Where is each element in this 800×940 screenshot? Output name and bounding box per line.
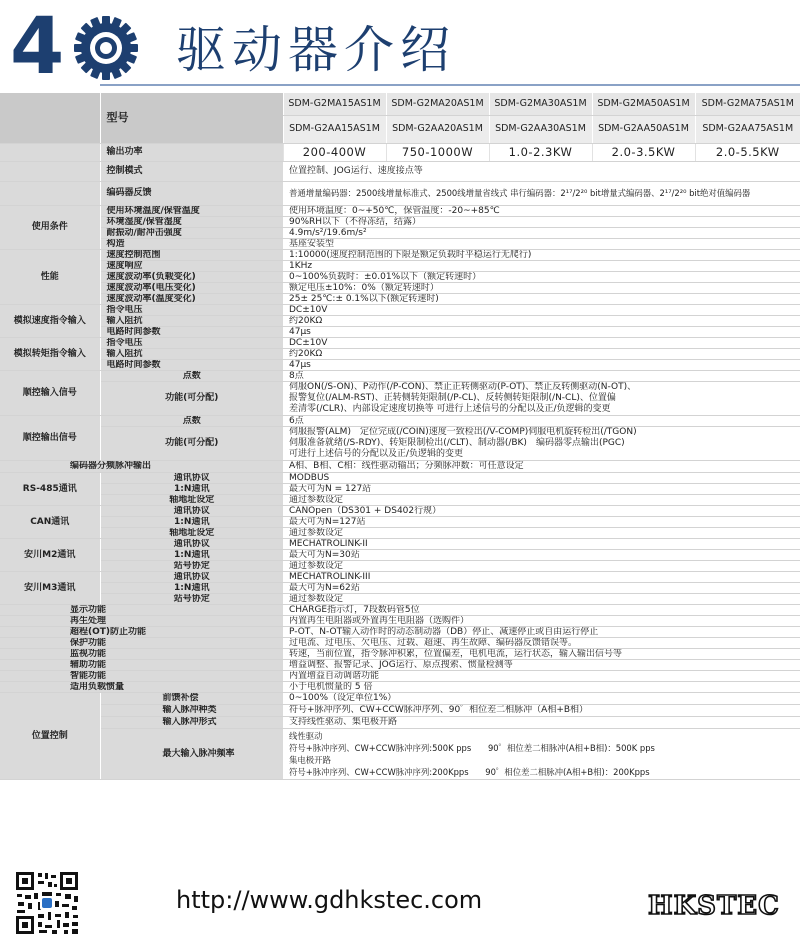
page-title: 驱动器介绍 xyxy=(176,21,456,79)
table-row xyxy=(0,348,800,359)
row-label: 使用环境温度/保管温度 xyxy=(100,205,283,216)
table-row xyxy=(0,670,800,681)
table-row xyxy=(0,681,800,692)
func-line: 伺服ON(/S-ON)、P动作(/P-CON)、禁止正转侧驱动(P-OT)、禁止反转侧驱动(N-OT)、 xyxy=(289,381,637,392)
row-label: 辅助功能 xyxy=(0,659,283,670)
row-label: 通讯协议 xyxy=(100,571,283,582)
row-label: 输入脉冲形式 xyxy=(100,716,283,728)
table-row xyxy=(0,381,800,415)
table-row xyxy=(0,260,800,271)
cat-blank xyxy=(0,181,100,205)
model-cell: SDM-G2AA75AS1M xyxy=(695,115,800,143)
table-row xyxy=(0,527,800,538)
power-cell: 2.0-3.5KW xyxy=(592,143,695,161)
row-label: 1:N通讯 xyxy=(100,549,283,560)
table-row xyxy=(0,271,800,282)
row-label: 监视功能 xyxy=(0,648,283,659)
row-label: 1:N通讯 xyxy=(100,483,283,494)
row-value: 额定电压±10%：0%（额定转速时） xyxy=(283,282,800,293)
row-label: 环境湿度/保管湿度 xyxy=(100,216,283,227)
row-value: 最大可为N=62站 xyxy=(283,582,800,593)
freq-line: 符号+脉冲序列、CW+CCW脉冲序列:200Kpps 90゜相位差二相脉冲(A相+B相)：200Kpps xyxy=(289,766,650,777)
table-row xyxy=(0,249,800,260)
model-cell: SDM-G2AA20AS1M xyxy=(386,115,489,143)
row-label: 速度波动率(电压变化) xyxy=(100,282,283,293)
func-line: 可进行上述信号的分配以及正/负逻辑的变更 xyxy=(289,448,464,459)
row-label: 通讯协议 xyxy=(100,472,283,483)
row-label: 智能功能 xyxy=(0,670,283,681)
power-cell: 750-1000W xyxy=(386,143,489,161)
model-corner xyxy=(0,93,100,143)
gear-icon xyxy=(72,14,140,82)
table-row xyxy=(0,460,800,472)
row-value: 增益调整、报警记录、JOG运行、原点搜索、惯量检测等 xyxy=(283,659,800,670)
row-label: 电路时间参数 xyxy=(100,359,283,370)
table-row xyxy=(0,637,800,648)
row-label: 功能(可分配) xyxy=(100,426,283,460)
table-row xyxy=(0,359,800,370)
row-label: 最大输入脉冲频率 xyxy=(100,728,283,779)
control-mode-label: 控制模式 xyxy=(100,161,283,181)
table-row xyxy=(0,282,800,293)
table-row xyxy=(0,227,800,238)
table-row xyxy=(0,304,800,315)
row-label: 点数 xyxy=(100,415,283,426)
row-value: 通过参数设定 xyxy=(283,494,800,505)
row-value: 通过参数设定 xyxy=(283,593,800,604)
table-row xyxy=(0,370,800,381)
row-value: 支持线性驱动、集电极开路 xyxy=(283,716,800,728)
table-row xyxy=(0,560,800,571)
func-line: 报警复位(/ALM-RST)、正转侧转矩限制(/P-CL)、反转侧转矩限制(/N-CL)、位置偏 xyxy=(289,392,616,403)
table-row xyxy=(0,615,800,626)
qr-code-icon[interactable] xyxy=(14,870,80,936)
table-row xyxy=(0,704,800,716)
row-label: 输入脉冲种类 xyxy=(100,704,283,716)
seq-in-category: 顺控输入信号 xyxy=(0,370,100,415)
power-label: 输出功率 xyxy=(100,143,283,161)
row-value: 符号+脉冲序列、CW+CCW脉冲序列、90゜相位差二相脉冲（A相+B相） xyxy=(283,704,800,716)
table-row xyxy=(0,626,800,637)
model-cell: SDM-G2MA20AS1M xyxy=(386,93,489,115)
website-url[interactable]: http://www.gdhkstec.com xyxy=(176,886,483,914)
row-label: 电路时间参数 xyxy=(100,326,283,337)
model-cell: SDM-G2AA15AS1M xyxy=(283,115,386,143)
row-label: 构造 xyxy=(100,238,283,249)
row-value: 约20KΩ xyxy=(283,315,800,326)
row-label: 站号协定 xyxy=(100,560,283,571)
table-row xyxy=(0,728,800,779)
table-row xyxy=(0,659,800,670)
model-cell: SDM-G2MA30AS1M xyxy=(489,93,592,115)
table-row xyxy=(0,238,800,249)
row-value: 内置增益自动调谐功能 xyxy=(283,670,800,681)
row-value: 1:10000(速度控制范围的下限是额定负载时平稳运行无爬行) xyxy=(283,249,800,260)
row-value: 约20KΩ xyxy=(283,348,800,359)
row-label: 1:N通讯 xyxy=(100,582,283,593)
table-row xyxy=(0,571,800,582)
row-value: 使用环境温度：0~+50℃，保管温度：-20~+85℃ xyxy=(283,205,800,216)
table-row xyxy=(0,516,800,527)
control-mode-value: 位置控制、JOG运行、速度接点等 xyxy=(283,161,800,181)
row-label: 点数 xyxy=(100,370,283,381)
row-label: 耐振动/耐冲击强度 xyxy=(100,227,283,238)
row-value: DC±10V xyxy=(283,337,800,348)
row-value: 最大可为N = 127站 xyxy=(283,483,800,494)
row-label: 功能(可分配) xyxy=(100,381,283,415)
row-value: 90%RH以下（不得冻结，结露） xyxy=(283,216,800,227)
model-cell: SDM-G2MA50AS1M xyxy=(592,93,695,115)
row-label: 速度波动率(温度变化) xyxy=(100,293,283,304)
power-cell: 200-400W xyxy=(283,143,386,161)
model-cell: SDM-G2MA75AS1M xyxy=(695,93,800,115)
row-value: MECHATROLINK-II xyxy=(283,538,800,549)
row-label: 1:N通讯 xyxy=(100,516,283,527)
row-value: CHARGE指示灯，7段数码管5位 xyxy=(283,604,800,615)
freq-line: 集电极开路 xyxy=(289,754,331,765)
row-label: 速度控制范围 xyxy=(100,249,283,260)
table-row xyxy=(0,604,800,615)
row-value: 内置再生电阻器或外置再生电阻器（选购件） xyxy=(283,615,800,626)
row-label: 通讯协议 xyxy=(100,538,283,549)
logo-text: HKSTEC xyxy=(648,891,780,920)
power-cell: 1.0-2.3KW xyxy=(489,143,592,161)
row-value: 小于电机惯量的 5 倍 xyxy=(283,681,800,692)
row-value: 最大可为N=30站 xyxy=(283,549,800,560)
table-row xyxy=(0,315,800,326)
row-value: 4.9m/s²/19.6m/s² xyxy=(283,227,800,238)
row-label: 速度响应 xyxy=(100,260,283,271)
freq-line: 线性驱动 xyxy=(289,730,323,741)
row-label: 站号协定 xyxy=(100,593,283,604)
row-label: 输入阻抗 xyxy=(100,315,283,326)
row-label: 适用负载惯量 xyxy=(0,681,283,692)
m3-category: 安川M3通讯 xyxy=(0,571,100,604)
row-value: 0~100%（设定单位1%） xyxy=(283,692,800,704)
row-value: CANOpen（DS301 + DS402行规） xyxy=(283,505,800,516)
model-cell: SDM-G2MA15AS1M xyxy=(283,93,386,115)
model-row-1 xyxy=(0,93,800,115)
row-value: 0~100%负载时：±0.01%以下（额定转速时） xyxy=(283,271,800,282)
section-number: 4 xyxy=(10,2,61,92)
analog-torque-category: 模拟转矩指令输入 xyxy=(0,337,100,370)
encoder-row xyxy=(0,181,800,205)
row-value: P-OT、N-OT输入动作时的动态制动器（DB）停止、减速停止或自由运行停止 xyxy=(283,626,800,637)
row-value: MODBUS xyxy=(283,472,800,483)
row-label: 超程(OT)防止功能 xyxy=(0,626,283,637)
row-label: 显示功能 xyxy=(0,604,283,615)
row-value: 通过参数设定 xyxy=(283,560,800,571)
row-value: 6点 xyxy=(283,415,800,426)
m2-category: 安川M2通讯 xyxy=(0,538,100,571)
func-line: 伺服报警(ALM) 定位完成(/COIN)速度一致检出(/V-COMP)伺服电机旋转检出(/TGON) xyxy=(289,426,637,437)
row-label: 轴地址设定 xyxy=(100,494,283,505)
row-value: 转速，当前位置，指令脉冲积累，位置偏差，电机电流，运行状态，输入输出信号等 xyxy=(283,648,800,659)
rs485-category: RS-485通讯 xyxy=(0,472,100,505)
table-row xyxy=(0,337,800,348)
row-label: 保护功能 xyxy=(0,637,283,648)
cat-blank xyxy=(0,161,100,181)
power-cell: 2.0-5.5KW xyxy=(695,143,800,161)
row-value: 基座安装型 xyxy=(283,238,800,249)
table-row xyxy=(0,216,800,227)
spec-table xyxy=(0,93,800,780)
model-cell: SDM-G2AA50AS1M xyxy=(592,115,695,143)
env-category: 使用条件 xyxy=(0,205,100,249)
table-row xyxy=(0,505,800,516)
perf-category: 性能 xyxy=(0,249,100,304)
table-row xyxy=(0,538,800,549)
row-label: 轴地址设定 xyxy=(100,527,283,538)
encoder-value: 普通增量编码器：2500线增量标准式、2500线增量省线式 串行编码器：2¹⁷/2²⁰ bit增量式编码器、2¹⁷/2²⁰ bit绝对值编码器 xyxy=(283,181,800,205)
table-row xyxy=(0,205,800,216)
pos-category: 位置控制 xyxy=(0,692,100,779)
seq-out-category: 顺控输出信号 xyxy=(0,415,100,460)
row-label: 编码器分频脉冲输出 xyxy=(0,460,283,472)
row-label: 速度波动率(负载变化) xyxy=(100,271,283,282)
table-row xyxy=(0,326,800,337)
func-line: 伺服准备就绪(/S-RDY)、转矩限制检出(/CLT)、制动器(/BK) 编码器零点输出(PGC) xyxy=(289,437,625,448)
row-value: 47μs xyxy=(283,326,800,337)
table-row xyxy=(0,716,800,728)
row-value xyxy=(283,728,800,779)
control-mode-row xyxy=(0,161,800,181)
row-value: A相、B相、C相：线性驱动输出；分频脉冲数：可任意设定 xyxy=(283,460,800,472)
table-row xyxy=(0,648,800,659)
table-row xyxy=(0,692,800,704)
page-header xyxy=(0,0,800,92)
row-value xyxy=(283,381,800,415)
row-value: MECHATROLINK-III xyxy=(283,571,800,582)
row-label: 再生处理 xyxy=(0,615,283,626)
row-value: 通过参数设定 xyxy=(283,527,800,538)
row-label: 前馈补偿 xyxy=(100,692,283,704)
power-row xyxy=(0,143,800,161)
spec-table-container xyxy=(0,93,800,860)
table-row xyxy=(0,494,800,505)
row-value xyxy=(283,426,800,460)
row-label: 输入阻抗 xyxy=(100,348,283,359)
table-row xyxy=(0,472,800,483)
model-label: 型号 xyxy=(100,93,283,143)
func-line: 差清零(/CLR)、内部设定速度切换等 可进行上述信号的分配以及正/负逻辑的变更 xyxy=(289,403,611,414)
row-label: 指令电压 xyxy=(100,337,283,348)
row-value: DC±10V xyxy=(283,304,800,315)
encoder-label: 编码器反馈 xyxy=(100,181,283,205)
table-row xyxy=(0,549,800,560)
cat-blank xyxy=(0,143,100,161)
row-label: 指令电压 xyxy=(100,304,283,315)
row-value: 25± 25℃:± 0.1%以下(额定转速时) xyxy=(283,293,800,304)
model-cell: SDM-G2AA30AS1M xyxy=(489,115,592,143)
row-value: 过电流、过电压、欠电压、过载、超速、再生故障、编码器反馈错误等。 xyxy=(283,637,800,648)
table-row xyxy=(0,415,800,426)
row-value: 8点 xyxy=(283,370,800,381)
analog-speed-category: 模拟速度指令输入 xyxy=(0,304,100,337)
row-value: 47μs xyxy=(283,359,800,370)
row-value: 1KHz xyxy=(283,260,800,271)
table-row xyxy=(0,293,800,304)
row-value: 最大可为N=127站 xyxy=(283,516,800,527)
table-row xyxy=(0,483,800,494)
table-row xyxy=(0,582,800,593)
row-label: 通讯协议 xyxy=(100,505,283,516)
table-row xyxy=(0,593,800,604)
can-category: CAN通讯 xyxy=(0,505,100,538)
freq-line: 符号+脉冲序列、CW+CCW脉冲序列:500K pps 90゜相位差二相脉冲(A相+B相)：500K pps xyxy=(289,742,655,753)
page-footer xyxy=(0,860,800,940)
table-row xyxy=(0,426,800,460)
hkstec-logo xyxy=(646,886,786,920)
header-divider xyxy=(100,84,800,86)
